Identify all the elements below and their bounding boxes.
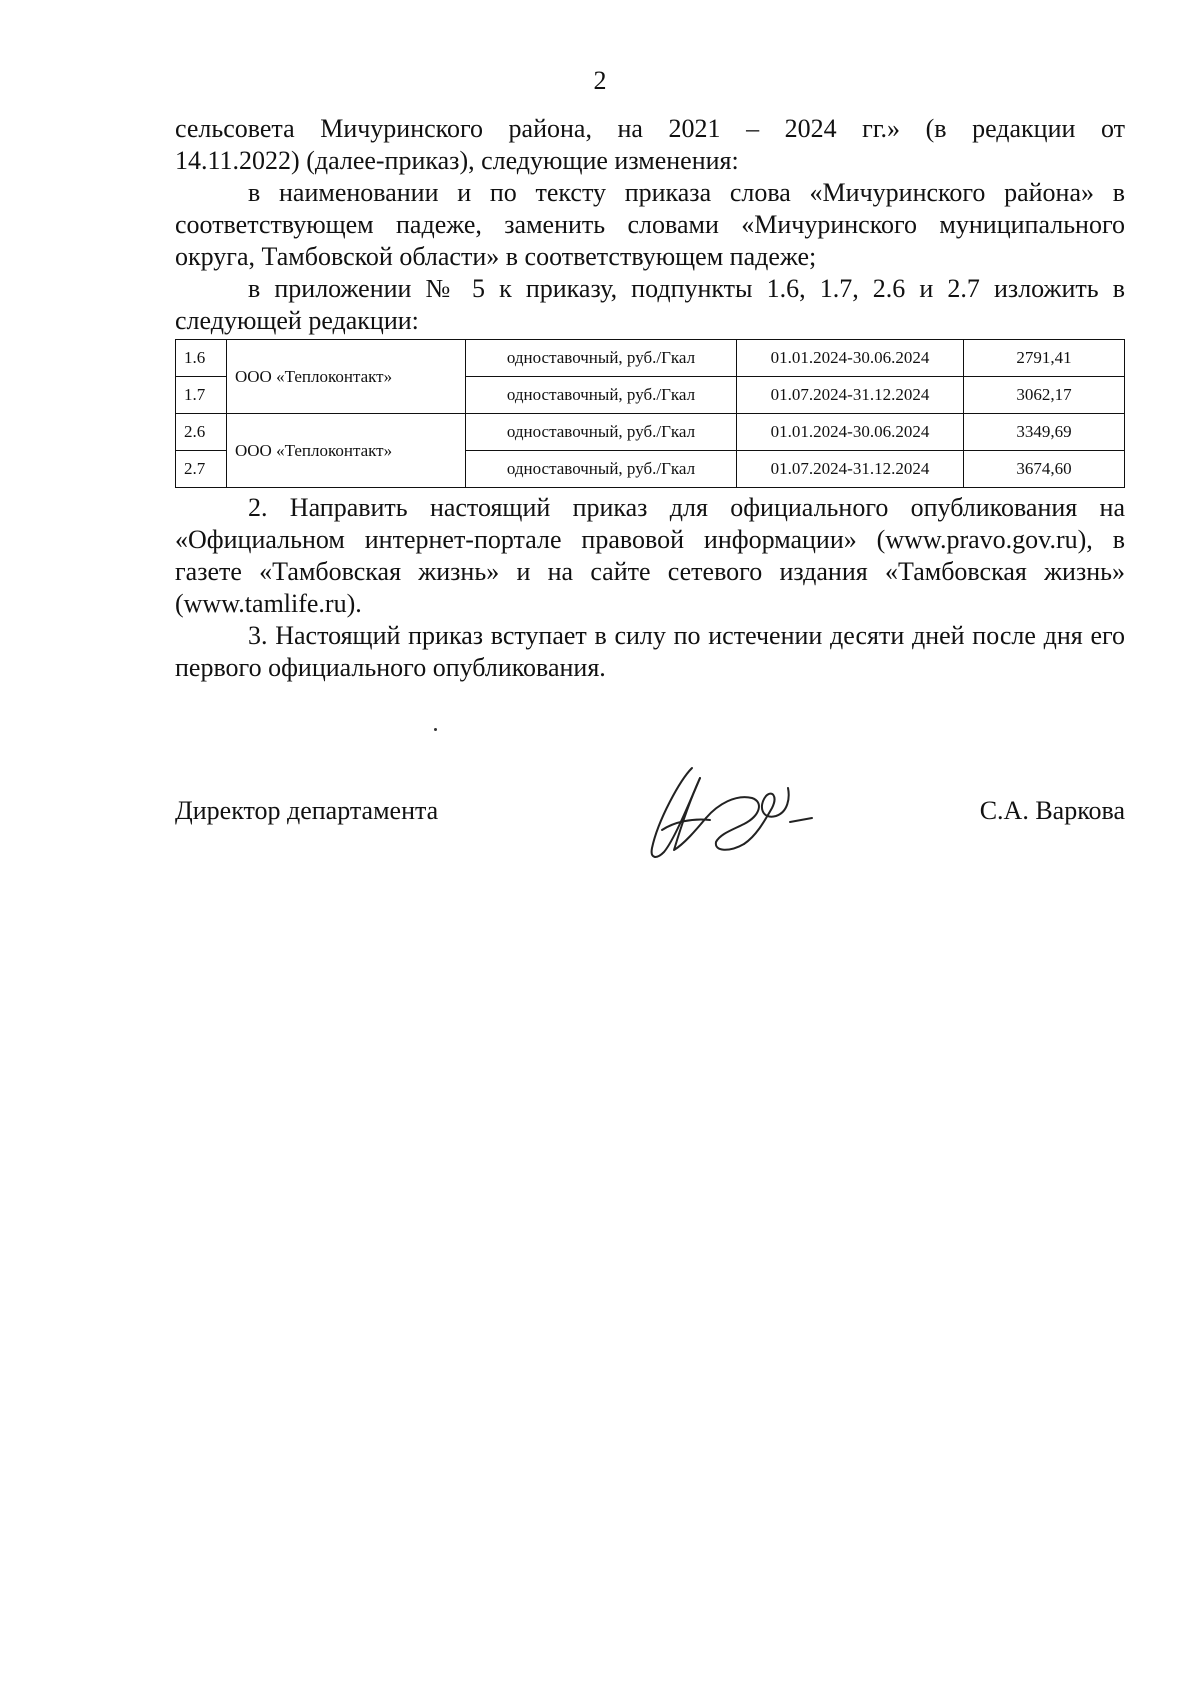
tariff-value-cell: 3674,60: [964, 451, 1125, 488]
tariff-value-cell: 3349,69: [964, 414, 1125, 451]
paragraph-intro-line-2: 14.11.2022) (далее-приказ), следующие изменения:: [175, 146, 739, 175]
paragraph-effective-date: 3. Настоящий приказ вступает в силу по истечении десяти дней после дня его первого официального опубликования.: [175, 621, 1125, 682]
tariff-type-cell: одноставочный, руб./Гкал: [466, 414, 737, 451]
paragraph-appendix: в приложении № 5 к приказу, подпункты 1.6, 1.7, 2.6 и 2.7 изложить в следующей редакции:: [175, 274, 1125, 335]
period-cell: 01.07.2024-31.12.2024: [737, 451, 964, 488]
period-cell: 01.07.2024-31.12.2024: [737, 377, 964, 414]
page-number: 2: [593, 66, 607, 95]
period-cell: 01.01.2024-30.06.2024: [737, 414, 964, 451]
period-cell: 01.01.2024-30.06.2024: [737, 340, 964, 377]
row-number: 2.7: [176, 451, 227, 488]
row-number: 2.6: [176, 414, 227, 451]
tariff-value-cell: 2791,41: [964, 340, 1125, 377]
tariff-type-cell: одноставочный, руб./Гкал: [466, 377, 737, 414]
tariff-type-cell: одноставочный, руб./Гкал: [466, 340, 737, 377]
organization-cell: ООО «Теплоконтакт»: [227, 414, 466, 488]
paragraph-publication: 2. Направить настоящий приказ для официального опубликования на «Официальном интернет-портале правовой информации» (www.pravo.gov.ru), в газете «Тамбовская жизнь» и на сайте сетевого издания «Тамбовская жизнь» (www.tamlife.ru).: [175, 493, 1125, 618]
handwritten-signature: [640, 760, 820, 870]
tariff-value-cell: 3062,17: [964, 377, 1125, 414]
organization-cell: ООО «Теплоконтакт»: [227, 340, 466, 414]
paragraph-rename: в наименовании и по тексту приказа слова «Мичуринского района» в соответствующем падеже, заменить словами «Мичуринского муниципального округа, Тамбовской области» в соответствующем падеже;: [175, 178, 1125, 271]
document-body: [175, 113, 1125, 684]
signatory-name: С.А. Варкова: [979, 796, 1125, 825]
row-number: 1.7: [176, 377, 227, 414]
paragraph-intro-line-1: сельсовета Мичуринского района, на 2021 – 2024 гг.» (в редакции от: [175, 114, 1125, 143]
scan-speck: [434, 728, 437, 731]
table-row: [176, 414, 1125, 451]
tariff-table: [175, 339, 1125, 488]
row-number: 1.6: [176, 340, 227, 377]
table-row: [176, 340, 1125, 377]
tariff-type-cell: одноставочный, руб./Гкал: [466, 451, 737, 488]
signatory-title: Директор департамента: [175, 796, 439, 825]
